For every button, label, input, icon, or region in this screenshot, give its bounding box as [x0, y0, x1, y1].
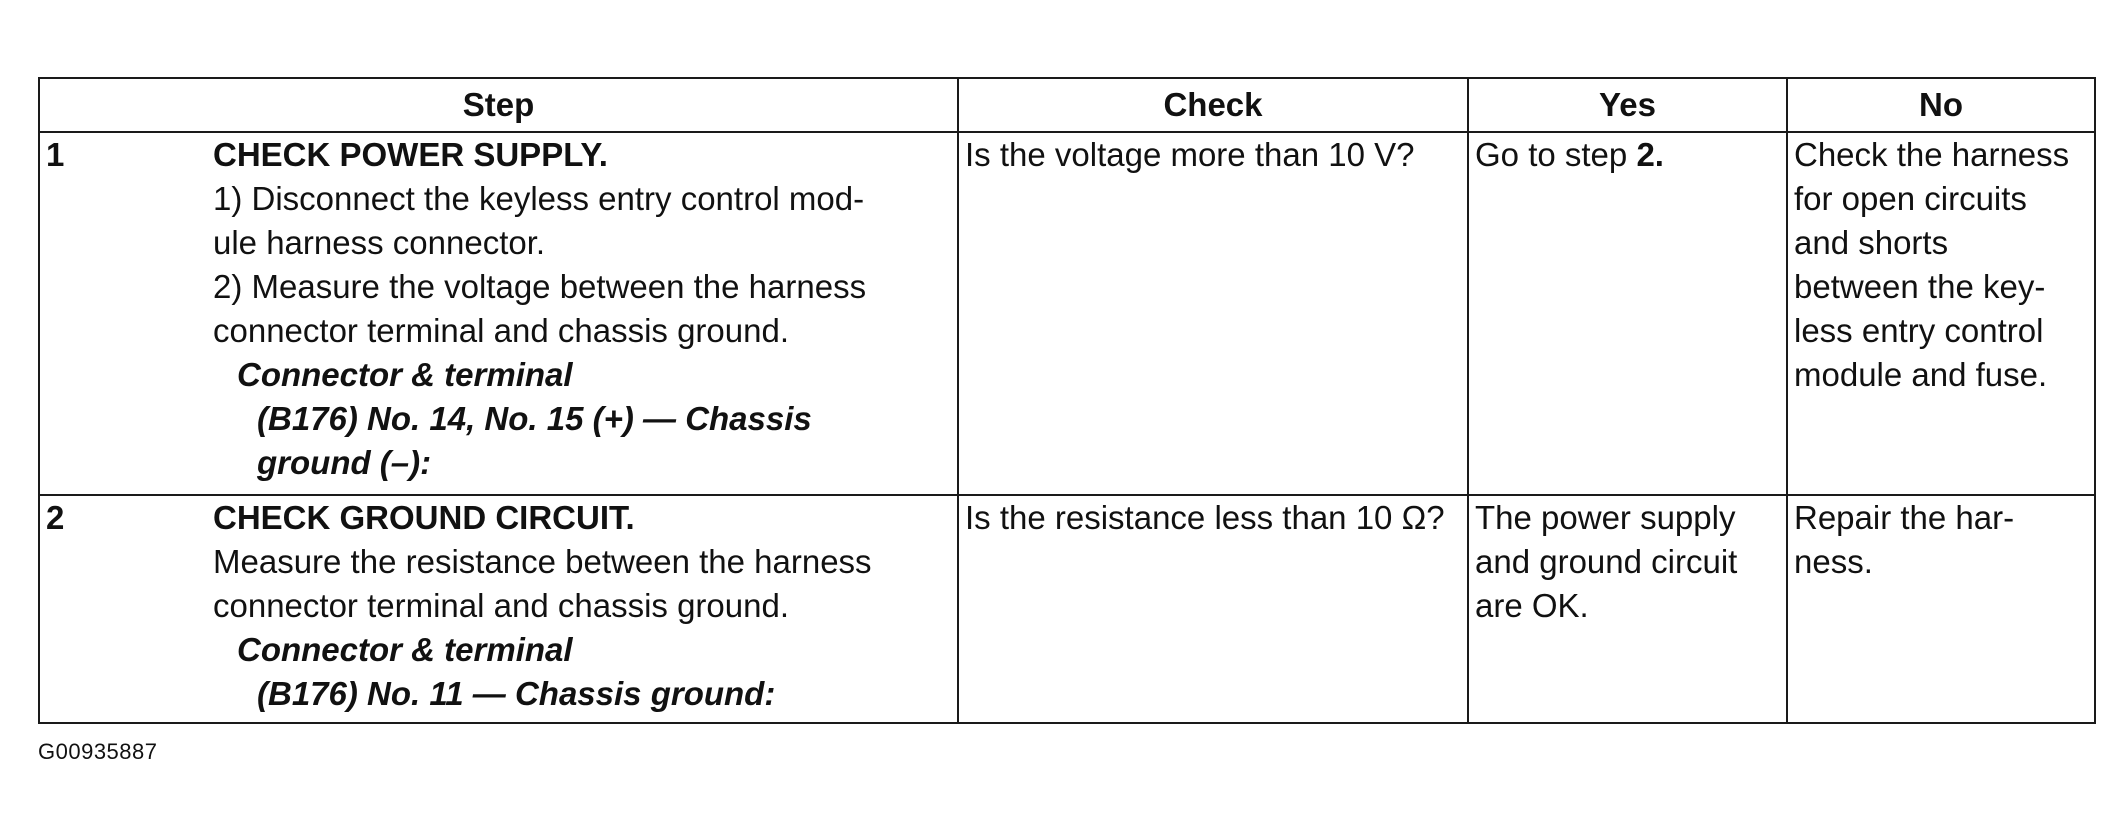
connector-heading: Connector & terminal: [237, 356, 573, 393]
connector-value: ground (–):: [257, 444, 432, 481]
step-title: CHECK POWER SUPPLY.: [213, 136, 608, 173]
yes-step-link: 2.: [1636, 136, 1664, 173]
connector-values: [257, 672, 951, 716]
table-header-row: [39, 78, 2095, 132]
no-text: module and fuse.: [1794, 356, 2048, 393]
connector-heading: Connector & terminal: [237, 631, 573, 668]
header-check: Check: [958, 78, 1468, 132]
step-cell: [39, 132, 958, 495]
header-yes: Yes: [1468, 78, 1787, 132]
step-instruction: 1) Disconnect the keyless entry control mod-: [213, 180, 865, 217]
step-instruction: connector terminal and chassis ground.: [213, 312, 789, 349]
step-number: 1: [46, 136, 65, 173]
table-row: [39, 132, 2095, 495]
yes-text: are OK.: [1475, 587, 1589, 624]
step-title: CHECK GROUND CIRCUIT.: [213, 499, 635, 536]
yes-cell: [1468, 132, 1787, 495]
connector-values: [257, 397, 951, 485]
yes-cell: [1468, 495, 1787, 723]
no-text: and shorts: [1794, 224, 1949, 261]
no-text: less entry control: [1794, 312, 2044, 349]
no-text: between the key-: [1794, 268, 2046, 305]
no-text: Repair the har-: [1794, 499, 2015, 536]
no-cell: [1787, 495, 2095, 723]
no-text: for open circuits: [1794, 180, 2027, 217]
no-cell: [1787, 132, 2095, 495]
diagnostic-table: [38, 77, 2096, 724]
no-text: Check the harness: [1794, 136, 2070, 173]
connector-value: (B176) No. 14, No. 15 (+) — Chassis: [257, 400, 812, 437]
step-instruction: connector terminal and chassis ground.: [213, 587, 789, 624]
connector-spec: [237, 353, 951, 397]
step-number: 2: [46, 499, 65, 536]
figure-id: G00935887: [38, 739, 158, 764]
step-instruction: 2) Measure the voltage between the harness: [213, 268, 867, 305]
step-instruction: Measure the resistance between the harness: [213, 543, 872, 580]
step-body: [213, 496, 951, 628]
connector-value: (B176) No. 11 — Chassis ground:: [257, 675, 776, 712]
no-text: ness.: [1794, 543, 1873, 580]
yes-text: Go to step: [1475, 136, 1637, 173]
step-cell: [39, 495, 958, 723]
header-step: Step: [39, 78, 958, 132]
check-cell: Is the resistance less than 10 Ω?: [958, 495, 1468, 723]
connector-spec: [237, 628, 951, 672]
check-cell: Is the voltage more than 10 V?: [958, 132, 1468, 495]
step-body: [213, 133, 951, 353]
step-instruction: ule harness connector.: [213, 224, 546, 261]
header-no: No: [1787, 78, 2095, 132]
yes-text: The power supply: [1475, 499, 1736, 536]
table-row: [39, 495, 2095, 723]
yes-text: and ground circuit: [1475, 543, 1738, 580]
